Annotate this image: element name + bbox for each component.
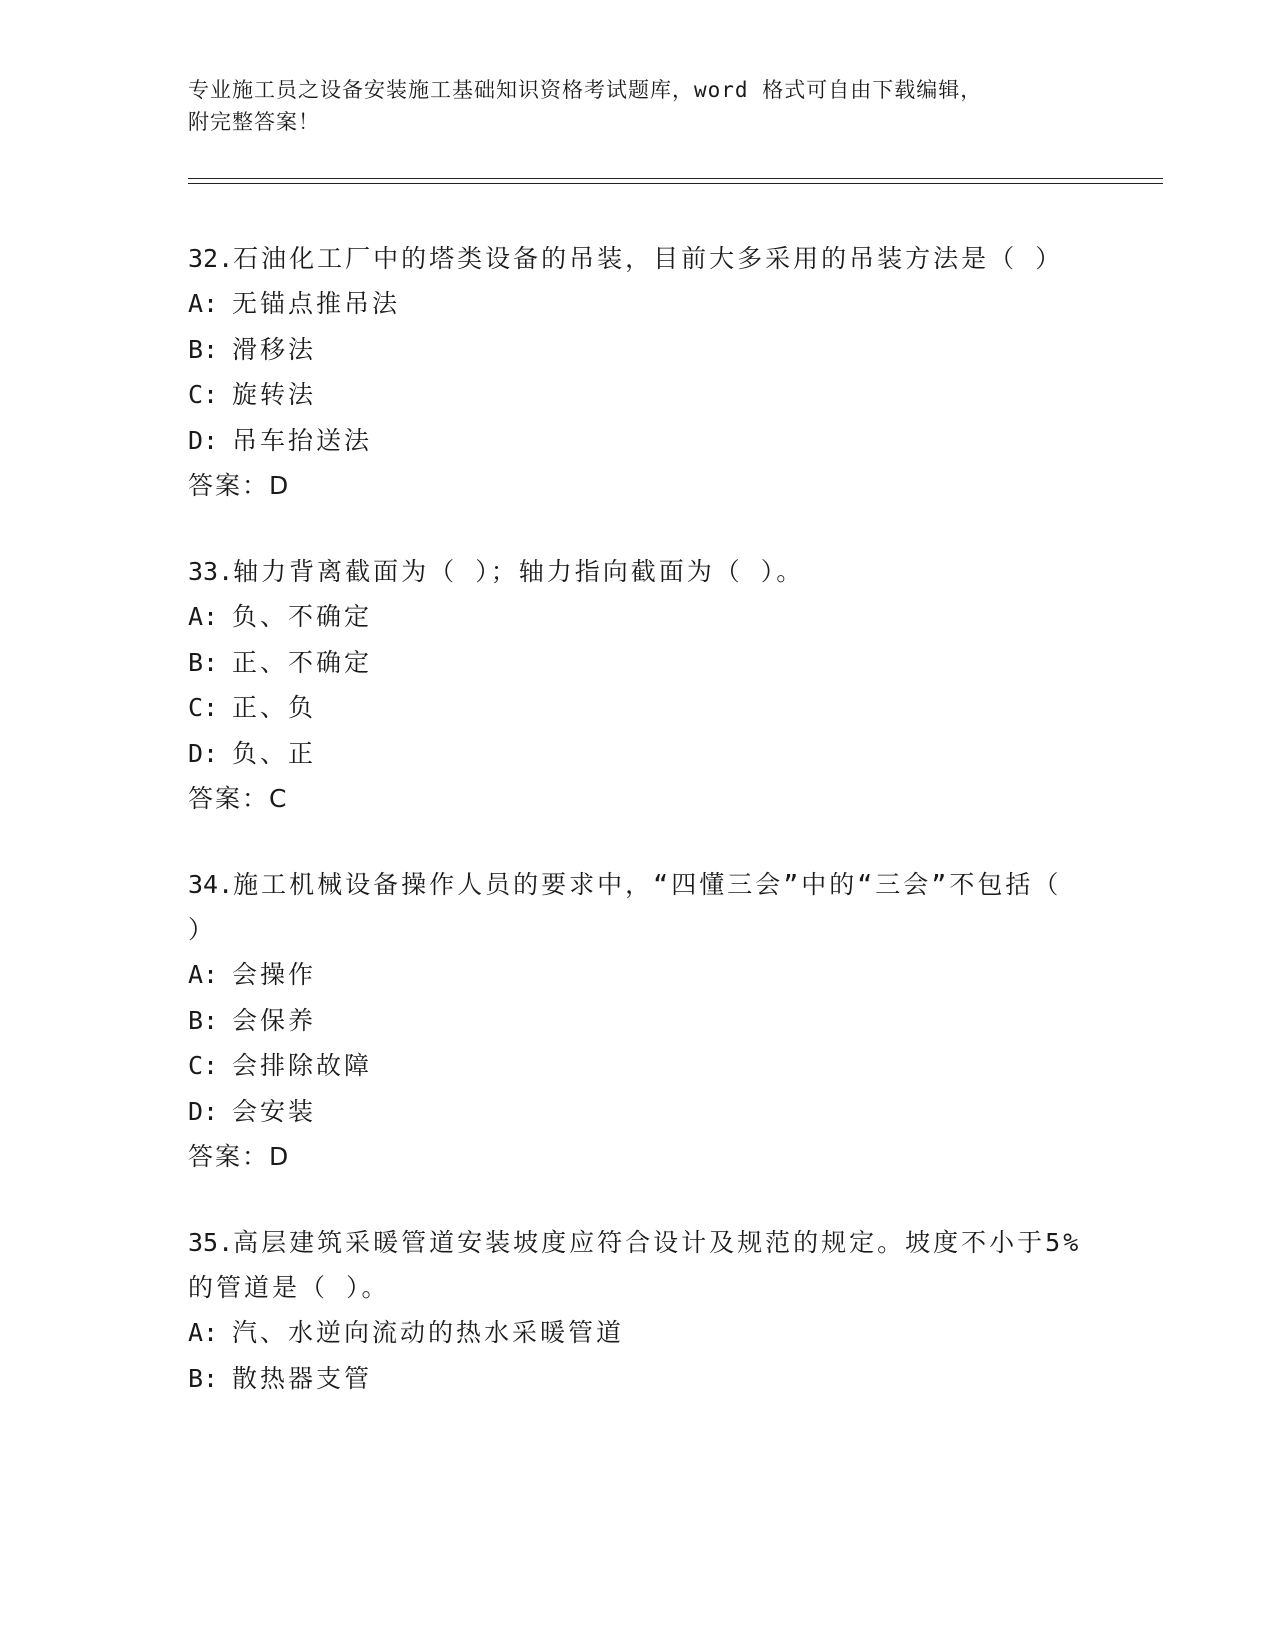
- header-line-1: 专业施工员之设备安装施工基础知识资格考试题库，word 格式可自由下载编辑，: [188, 78, 983, 102]
- option-text: 会安装: [232, 1096, 317, 1126]
- question-stem: [188, 549, 1088, 594]
- option-letter: C:: [188, 380, 219, 409]
- option-a: [188, 952, 1088, 998]
- option-letter: B:: [188, 1005, 219, 1035]
- option-a: [188, 594, 1088, 640]
- option-letter: C:: [188, 1051, 219, 1080]
- option-text: 散热器支管: [232, 1363, 373, 1393]
- option-letter: B:: [188, 1363, 219, 1393]
- header-line-2: 附完整答案！: [188, 110, 320, 134]
- option-text: 会排除故障: [232, 1051, 373, 1080]
- option-b: [188, 327, 1088, 373]
- document-header: [188, 74, 1088, 138]
- answer-line: 答案：D: [188, 1142, 291, 1171]
- option-letter: B:: [188, 647, 219, 677]
- question-stem: [188, 236, 1088, 281]
- option-text: 汽、水逆向流动的热水采暖管道: [232, 1318, 625, 1347]
- option-letter: A:: [188, 289, 219, 318]
- question-32: [188, 236, 1088, 509]
- option-text: 正、不确定: [232, 647, 373, 677]
- question-text: 轴力背离截面为（ ）；轴力指向截面为（ ）。: [233, 557, 805, 586]
- question-text: 施工机械设备操作人员的要求中，“四懂三会”中的“三会”不包括（ ）: [188, 870, 1062, 944]
- option-letter: B:: [188, 334, 219, 364]
- question-number: 32.: [188, 244, 234, 273]
- question-number: 35.: [188, 1228, 234, 1257]
- question-number: 34.: [188, 870, 234, 899]
- option-letter: A:: [188, 602, 219, 631]
- option-text: 会操作: [232, 960, 317, 989]
- question-text: 石油化工厂中的塔类设备的吊装，目前大多采用的吊装方法是（ ）: [233, 244, 1064, 273]
- option-letter: C:: [188, 693, 219, 722]
- option-text: 正、负: [232, 693, 317, 722]
- option-text: 旋转法: [232, 380, 317, 409]
- question-text: 高层建筑采暖管道安装坡度应符合设计及规范的规定。坡度不小于5%的管道是（ ）。: [188, 1228, 1082, 1302]
- option-letter: A:: [188, 960, 219, 989]
- answer-line: 答案：C: [188, 784, 289, 813]
- option-b: [188, 640, 1088, 686]
- option-text: 会保养: [232, 1005, 317, 1035]
- header-divider-top: [188, 178, 1163, 179]
- question-list: [188, 236, 1088, 1441]
- option-a: [188, 281, 1088, 327]
- option-text: 负、正: [232, 738, 317, 768]
- option-letter: D:: [188, 425, 219, 455]
- option-c: [188, 685, 1088, 731]
- question-number: 33.: [188, 557, 234, 586]
- option-text: 无锚点推吊法: [232, 289, 401, 318]
- option-letter: A:: [188, 1318, 219, 1347]
- option-a: [188, 1310, 1088, 1356]
- header-divider-bottom: [188, 183, 1163, 184]
- option-letter: D:: [188, 738, 219, 768]
- answer-line: 答案：D: [188, 471, 291, 500]
- question-stem: [188, 1220, 1088, 1310]
- option-d: [188, 418, 1088, 464]
- option-letter: D:: [188, 1096, 219, 1126]
- question-33: [188, 549, 1088, 822]
- question-34: [188, 862, 1088, 1180]
- option-b: [188, 998, 1088, 1044]
- option-text: 滑移法: [232, 334, 317, 364]
- option-text: 负、不确定: [232, 602, 373, 631]
- option-c: [188, 1043, 1088, 1089]
- option-c: [188, 372, 1088, 418]
- question-35: [188, 1220, 1088, 1401]
- option-text: 吊车抬送法: [232, 425, 373, 455]
- option-b: [188, 1356, 1088, 1402]
- option-d: [188, 731, 1088, 777]
- question-stem: [188, 862, 1088, 952]
- option-d: [188, 1089, 1088, 1135]
